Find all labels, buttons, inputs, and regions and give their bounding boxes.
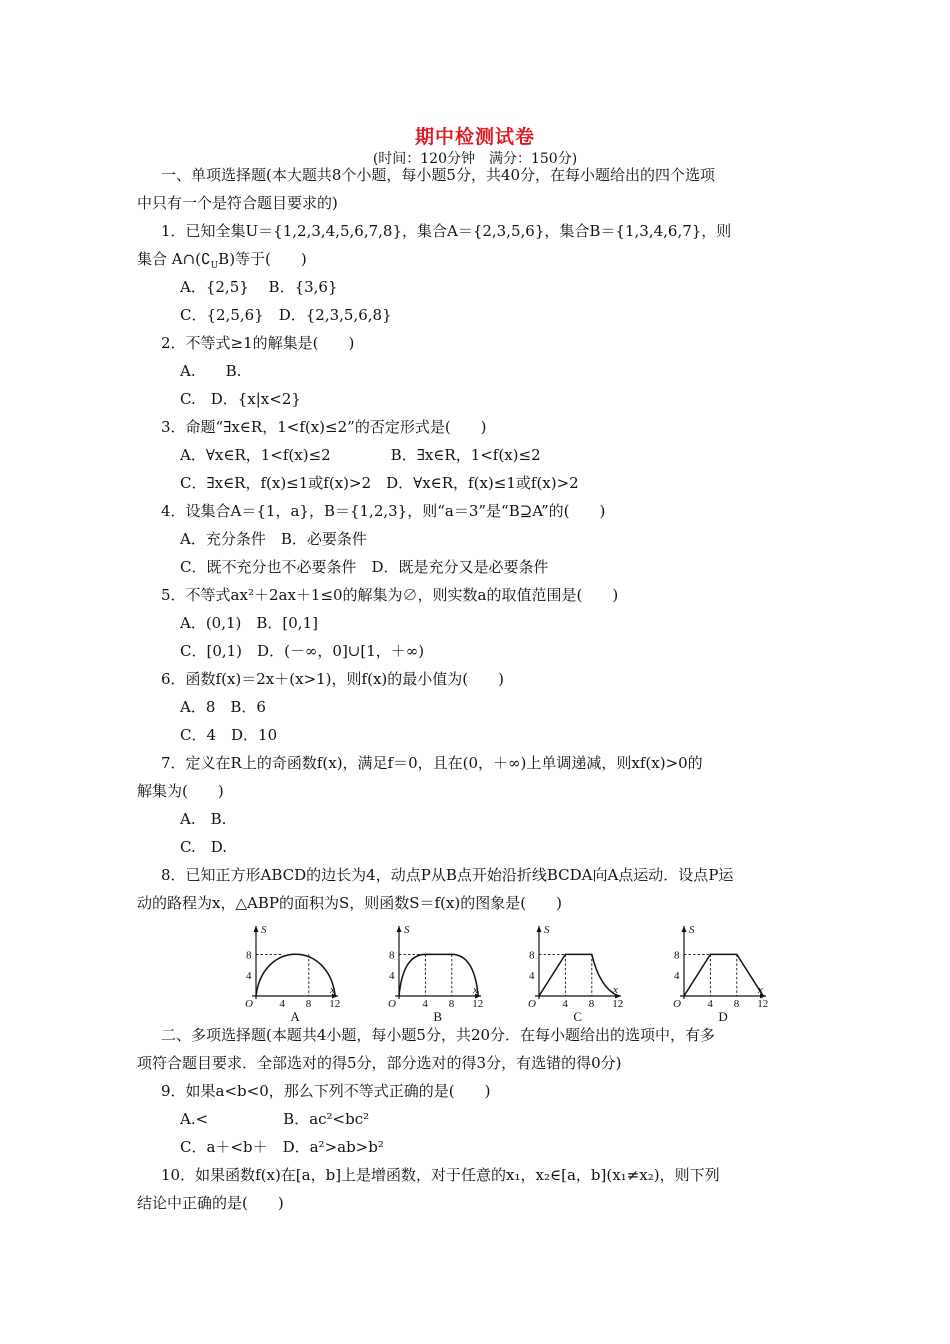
origin-label: O	[245, 998, 253, 1010]
q2-stem: 2．不等式≥1的解集是( )	[161, 334, 355, 352]
q3-options-ab: A．∀x∈R，1<f(x)≤2 B．∃x∈R，1<f(x)≤2	[180, 446, 541, 464]
origin-label: O	[528, 998, 536, 1010]
x-axis-label: x	[758, 984, 763, 996]
y-axis-arrow-icon	[537, 926, 542, 932]
x-tick-label: 4	[707, 998, 713, 1010]
y-axis-label: S	[689, 924, 695, 936]
graph-option-a	[230, 922, 340, 1024]
x-tick-label: 12	[612, 998, 623, 1010]
q4-stem: 4．设集合A＝{1，a}，B＝{1,2,3}，则“a＝3”是“B⊇A”的( )	[161, 502, 606, 520]
y-axis-arrow-icon	[254, 926, 259, 932]
y-tick-label: 8	[389, 949, 395, 962]
graph-curve	[256, 954, 335, 996]
x-tick-label: 4	[422, 998, 428, 1010]
q1-options-cd: C．{2,5,6} D．{2,3,5,6,8}	[180, 306, 392, 324]
q9-options-ab: A.< B．ac²<bc²	[180, 1110, 370, 1128]
x-axis-label: x	[613, 984, 618, 996]
origin-label: O	[388, 998, 396, 1010]
section1-heading: 一、单项选择题(本大题共8个小题，每小题5分，共40分，在每小题给出的四个选项	[161, 166, 716, 184]
section1-heading-cont: 中只有一个是符合题目要求的)	[137, 194, 338, 212]
x-tick-label: 12	[329, 998, 340, 1010]
q3-options-cd: C．∃x∈R，f(x)≤1或f(x)>2 D．∀x∈R，f(x)≤1或f(x)>2	[180, 474, 579, 492]
x-tick-label: 12	[757, 998, 768, 1010]
origin-label: O	[673, 998, 681, 1010]
section2-heading: 二、多项选择题(本题共4小题，每小题5分，共20分．在每小题给出的选项中，有多	[161, 1026, 716, 1044]
q3-stem: 3．命题“∃x∈R，1<f(x)≤2”的否定形式是( )	[161, 418, 487, 436]
q4-options-cd: C．既不充分也不必要条件 D．既是充分又是必要条件	[180, 558, 549, 576]
q8-graph-options	[230, 922, 770, 1024]
q1-stem-cont: 集合 $A\cap(∁_UB)$等于( )	[137, 250, 307, 271]
graph-option-b	[373, 922, 483, 1024]
graph-option-c	[513, 922, 623, 1024]
q8-stem: 8．已知正方形ABCD的边长为4，动点P从B点开始沿折线BCDA向A点运动．设点P运	[161, 866, 734, 884]
section2-heading-cont: 项符合题目要求．全部选对的得5分，部分选对的得3分，有选错的得0分)	[137, 1054, 622, 1072]
x-tick-label: 4	[279, 998, 285, 1010]
x-axis-label: x	[473, 984, 478, 996]
x-tick-label: 4	[562, 998, 568, 1010]
q6-stem: 6．函数f(x)＝2x＋(x>1)，则f(x)的最小值为( )	[161, 670, 504, 688]
q5-options-ab: A．(0,1) B．[0,1]	[180, 614, 318, 632]
page-subtitle: (时间：120分钟 满分：150分)	[372, 151, 578, 167]
graph-curve	[399, 954, 478, 996]
graph-curve	[684, 954, 763, 996]
q1-stem: 1．已知全集U＝{1,2,3,4,5,6,7,8}，集合A＝{2,3,5,6}，集合B＝{1,3,4,6,7}，则	[161, 222, 732, 240]
graph-option-label: A	[290, 1009, 300, 1024]
y-axis-label: S	[404, 924, 410, 936]
graph-option-d	[658, 922, 768, 1024]
y-axis-arrow-icon	[682, 926, 687, 932]
y-tick-label: 4	[389, 970, 395, 983]
q2-options-ab: A. B.	[180, 362, 242, 380]
graph-svg	[230, 922, 340, 1024]
graph-svg	[373, 922, 483, 1024]
y-tick-label: 8	[246, 949, 252, 962]
graph-option-label: D	[718, 1009, 728, 1024]
q10-stem: 10．如果函数f(x)在[a，b]上是增函数，对于任意的x₁，x₂∈[a，b](x₁≠x₂)，则下列	[161, 1166, 720, 1184]
q5-stem: 5．不等式ax²＋2ax＋1≤0的解集为∅，则实数a的取值范围是( )	[161, 586, 619, 604]
y-tick-label: 4	[246, 970, 252, 983]
q7-stem: 7．定义在R上的奇函数f(x)，满足f＝0，且在(0，＋∞)上单调递减，则xf(x)>0的	[161, 754, 703, 772]
q10-stem-cont: 结论中正确的是( )	[137, 1194, 284, 1212]
y-tick-label: 4	[674, 970, 680, 983]
q6-options-cd: C．4 D．10	[180, 726, 278, 744]
q5-options-cd: C．[0,1) D．(－∞，0]∪[1，＋∞)	[180, 642, 425, 660]
q9-options-cd: C．a＋<b＋ D．a²>ab>b²	[180, 1138, 384, 1156]
q2-options-cd: C. D．{x|x<2}	[180, 390, 301, 408]
x-tick-label: 8	[588, 998, 595, 1010]
x-tick-label: 8	[305, 998, 312, 1010]
y-tick-label: 4	[529, 970, 535, 983]
y-axis-label: S	[261, 924, 267, 936]
x-tick-label: 8	[448, 998, 455, 1010]
q7-options-cd: C. D.	[180, 838, 227, 856]
graph-option-label: C	[573, 1009, 583, 1024]
q6-options-ab: A．8 B．6	[180, 698, 266, 716]
page-title: 期中检测试卷	[414, 126, 535, 148]
graph-curve	[539, 954, 618, 996]
x-tick-label: 12	[472, 998, 483, 1010]
q4-options-ab: A．充分条件 B．必要条件	[180, 530, 367, 548]
y-tick-label: 8	[674, 949, 680, 962]
q7-options-ab: A. B.	[180, 810, 227, 828]
y-axis-label: S	[544, 924, 550, 936]
x-tick-label: 8	[733, 998, 740, 1010]
x-axis-label: x	[330, 984, 335, 996]
q7-stem-cont: 解集为( )	[137, 782, 224, 800]
q9-stem: 9．如果a<b<0，那么下列不等式正确的是( )	[161, 1082, 491, 1100]
q1-options-ab: A．{2,5} B．{3,6}	[180, 278, 338, 296]
graph-svg	[658, 922, 768, 1024]
graph-svg	[513, 922, 623, 1024]
q8-stem-cont: 动的路程为x，△ABP的面积为S，则函数S＝f(x)的图象是( )	[137, 894, 562, 912]
y-axis-arrow-icon	[397, 926, 402, 932]
graph-option-label: B	[433, 1009, 443, 1024]
y-tick-label: 8	[529, 949, 535, 962]
